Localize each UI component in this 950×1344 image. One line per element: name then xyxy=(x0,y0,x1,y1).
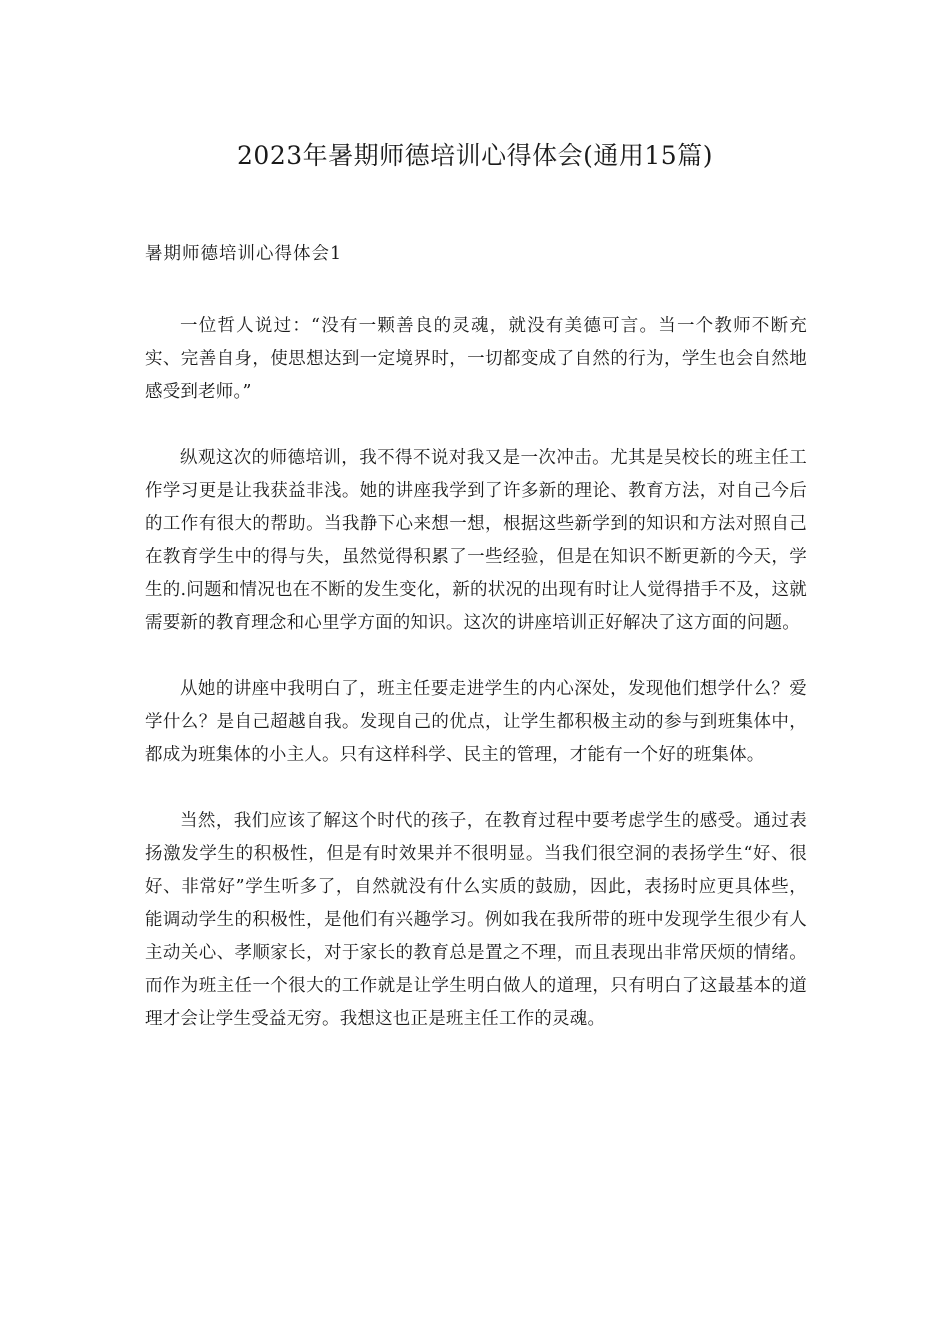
paragraph-4: 当然，我们应该了解这个时代的孩子，在教育过程中要考虑学生的感受。通过表扬激发学生的积极性，但是有时效果并不很明显。当我们很空洞的表扬学生“好、很好、非常好”学生听多了，自然就没有什么实质的鼓励，因此，表扬时应更具体些，能调动学生的积极性，是他们有兴趣学习。例如我在我所带的班中发现学生很少有人主动关心、孝顺家长，对于家长的教育总是置之不理，而且表现出非常厌烦的情绪。而作为班主任一个很大的工作就是让学生明白做人的道理，只有明白了这最基本的道理才会让学生受益无穷。我想这也正是班主任工作的灵魂。 xyxy=(145,811,807,1029)
document-body xyxy=(145,310,807,1069)
section-heading: 暑期师德培训心得体会1 xyxy=(145,244,343,264)
paragraph-1: 一位哲人说过：“没有一颗善良的灵魂，就没有美德可言。当一个教师不断充实、完善自身，使思想达到一定境界时，一切都变成了自然的行为，学生也会自然地感受到老师。” xyxy=(145,316,807,402)
paragraph-2: 纵观这次的师德培训，我不得不说对我又是一次冲击。尤其是吴校长的班主任工作学习更是让我获益非浅。她的讲座我学到了许多新的理论、教育方法，对自己今后的工作有很大的帮助。当我静下心来想一想，根据这些新学到的知识和方法对照自己在教育学生中的得与失，虽然觉得积累了一些经验，但是在知识不断更新的今天，学生的.问题和情况也在不断的发生变化，新的状况的出现有时让人觉得措手不及，这就需要新的教育理念和心里学方面的知识。这次的讲座培训正好解决了这方面的问题。 xyxy=(145,448,807,633)
paragraph-3: 从她的讲座中我明白了，班主任要走进学生的内心深处，发现他们想学什么？爱学什么？是自己超越自我。发现自己的优点，让学生都积极主动的参与到班集体中，都成为班集体的小主人。只有这样科学、民主的管理，才能有一个好的班集体。 xyxy=(145,679,807,765)
document-title: 2023年暑期师德培训心得体会(通用15篇) xyxy=(237,141,713,170)
